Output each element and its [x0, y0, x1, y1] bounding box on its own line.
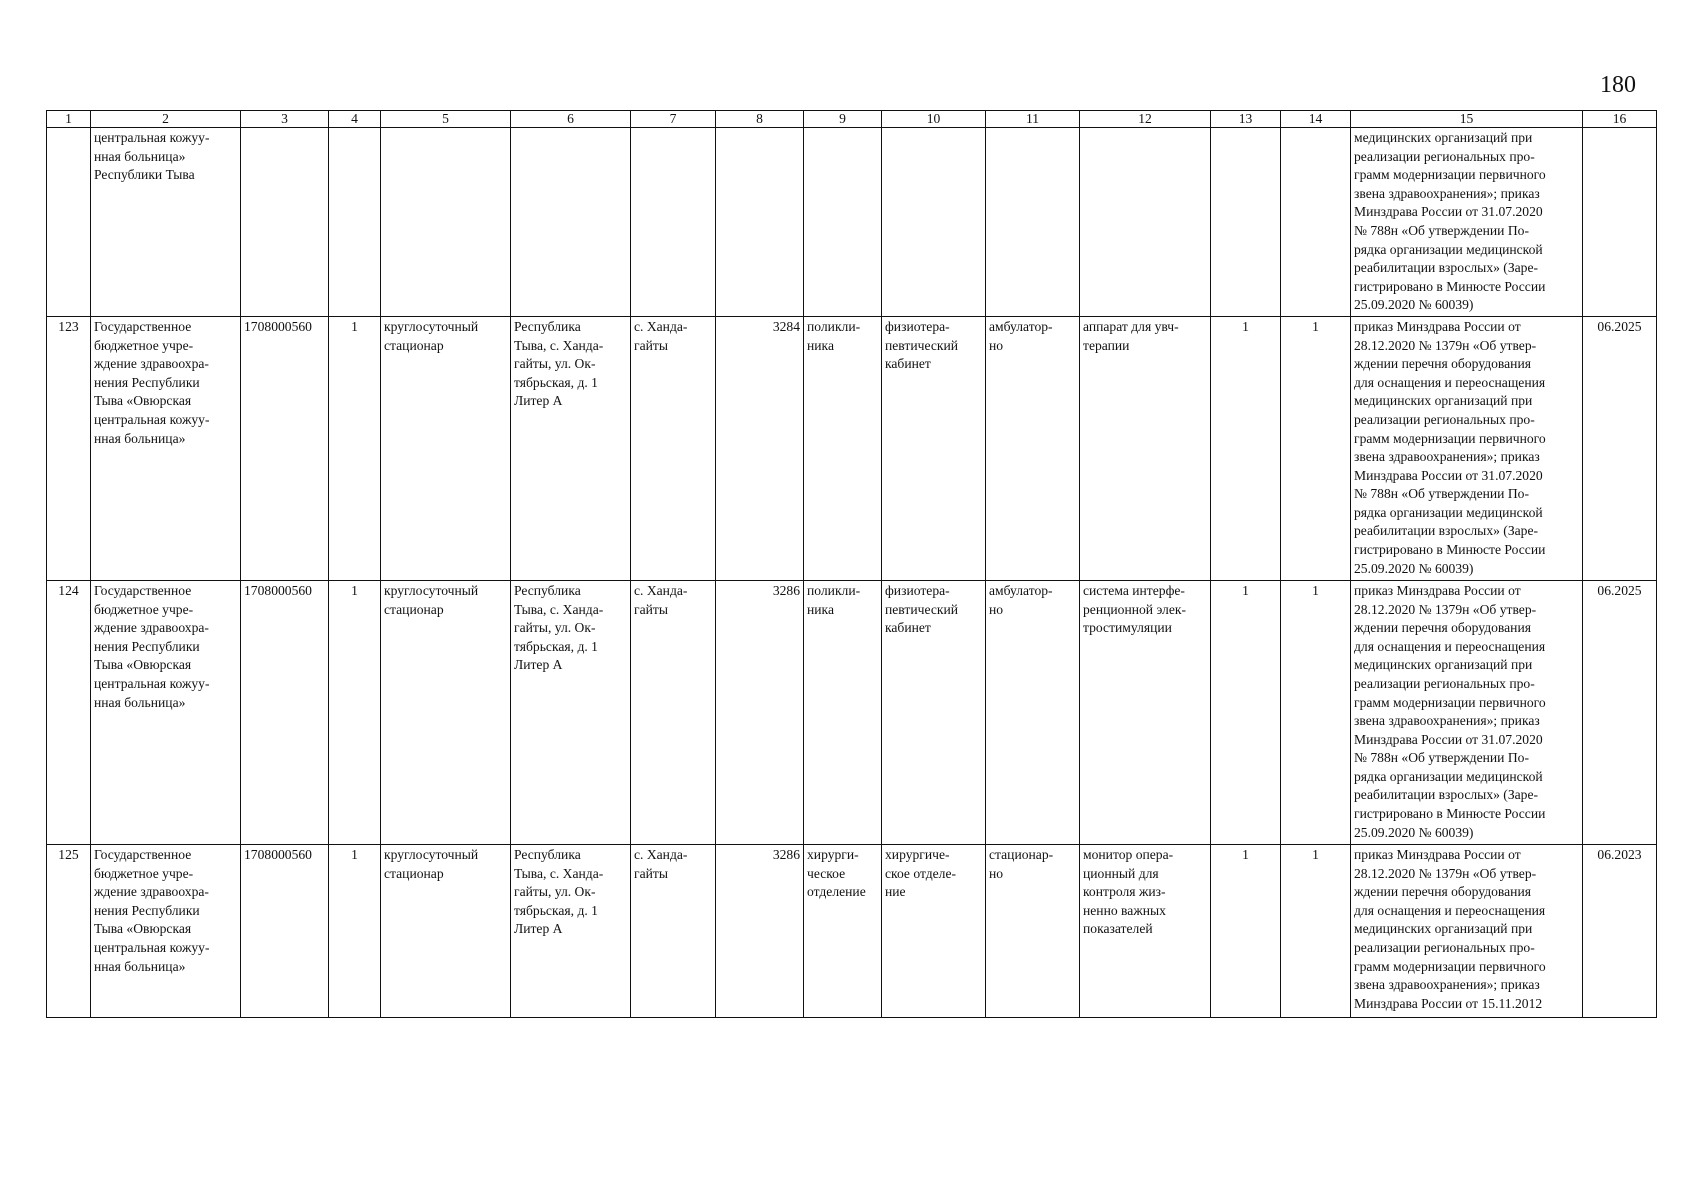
quantity-cell: 1 — [1281, 844, 1351, 1017]
column-header: 4 — [329, 111, 381, 128]
column-header: 7 — [631, 111, 716, 128]
inn-cell — [241, 128, 329, 317]
row-number-cell: 123 — [47, 316, 91, 580]
mode-cell — [986, 128, 1080, 317]
inn-cell: 1708000560 — [241, 580, 329, 844]
subdivision-cell: поликли- ника — [804, 316, 882, 580]
quantity-cell: 1 — [1211, 844, 1281, 1017]
legal-basis-cell: приказ Минздрава России от 28.12.2020 № 1379н «Об утвер- ждении перечня оборудования для оснащения и переоснащения медицинских организаций при реализации региональных про- грамм модернизации первичного звена здравоохранения»; приказ Минздрава России от 31.07.2020 № 788н «Об утверждении По- рядка организации медицинской реабилитации взрослых» (Заре- гистрировано в Минюсте России 25.09.2020 № 60039) — [1351, 580, 1583, 844]
quantity-cell — [1281, 128, 1351, 317]
continuation-row — [47, 128, 1657, 317]
inn-cell: 1708000560 — [241, 316, 329, 580]
address-cell: Республика Тыва, с. Ханда- гайты, ул. Ок- тябрьская, д. 1 Литер А — [511, 316, 631, 580]
column-4-cell: 1 — [329, 844, 381, 1017]
quantity-cell: 1 — [1281, 316, 1351, 580]
subdivision-cell: поликли- ника — [804, 580, 882, 844]
equipment-cell: система интерфе- ренционной элек- тростимуляции — [1080, 580, 1211, 844]
equipment-cell: монитор опера- ционный для контроля жиз- ненно важных показателей — [1080, 844, 1211, 1017]
settlement-cell: с. Ханда- гайты — [631, 580, 716, 844]
column-header: 8 — [716, 111, 804, 128]
column-header: 5 — [381, 111, 511, 128]
row-number-cell: 124 — [47, 580, 91, 844]
unit-cell — [882, 128, 986, 317]
column-4-cell: 1 — [329, 580, 381, 844]
mode-cell: стационар- но — [986, 844, 1080, 1017]
address-cell: Республика Тыва, с. Ханда- гайты, ул. Ок- тябрьская, д. 1 Литер А — [511, 844, 631, 1017]
code-cell: 3284 — [716, 316, 804, 580]
equipment-table — [46, 110, 1657, 1018]
care-type-cell: круглосуточный стационар — [381, 844, 511, 1017]
date-cell — [1583, 128, 1657, 317]
code-cell — [716, 128, 804, 317]
care-type-cell: круглосуточный стационар — [381, 316, 511, 580]
unit-cell: физиотера- певтический кабинет — [882, 316, 986, 580]
legal-basis-cell: приказ Минздрава России от 28.12.2020 № 1379н «Об утвер- ждении перечня оборудования для оснащения и переоснащения медицинских организаций при реализации региональных про- грамм модернизации первичного звена здравоохранения»; приказ Минздрава России от 31.07.2020 № 788н «Об утверждении По- рядка организации медицинской реабилитации взрослых» (Заре- гистрировано в Минюсте России 25.09.2020 № 60039) — [1351, 316, 1583, 580]
date-cell: 06.2025 — [1583, 316, 1657, 580]
column-header: 2 — [91, 111, 241, 128]
table-row — [47, 844, 1657, 1017]
table-row — [47, 580, 1657, 844]
column-header: 10 — [882, 111, 986, 128]
row-number-cell: 125 — [47, 844, 91, 1017]
equipment-cell — [1080, 128, 1211, 317]
column-header: 3 — [241, 111, 329, 128]
quantity-cell: 1 — [1281, 580, 1351, 844]
settlement-cell: с. Ханда- гайты — [631, 316, 716, 580]
address-cell: Республика Тыва, с. Ханда- гайты, ул. Ок- тябрьская, д. 1 Литер А — [511, 580, 631, 844]
column-header: 12 — [1080, 111, 1211, 128]
care-type-cell — [381, 128, 511, 317]
column-header: 1 — [47, 111, 91, 128]
column-4-cell — [329, 128, 381, 317]
date-cell: 06.2023 — [1583, 844, 1657, 1017]
quantity-cell — [1211, 128, 1281, 317]
quantity-cell: 1 — [1211, 316, 1281, 580]
settlement-cell — [631, 128, 716, 317]
column-header: 9 — [804, 111, 882, 128]
unit-cell: хирургиче- ское отделе- ние — [882, 844, 986, 1017]
date-cell: 06.2025 — [1583, 580, 1657, 844]
subdivision-cell — [804, 128, 882, 317]
inn-cell: 1708000560 — [241, 844, 329, 1017]
legal-basis-cell: приказ Минздрава России от 28.12.2020 № 1379н «Об утвер- ждении перечня оборудования для оснащения и переоснащения медицинских организаций при реализации региональных про- грамм модернизации первичного звена здравоохранения»; приказ Минздрава России от 15.11.2012 — [1351, 844, 1583, 1017]
column-4-cell: 1 — [329, 316, 381, 580]
care-type-cell: круглосуточный стационар — [381, 580, 511, 844]
row-number-cell — [47, 128, 91, 317]
code-cell: 3286 — [716, 580, 804, 844]
code-cell: 3286 — [716, 844, 804, 1017]
equipment-cell: аппарат для увч- терапии — [1080, 316, 1211, 580]
organization-cell: центральная кожуу- нная больница» Республики Тыва — [91, 128, 241, 317]
settlement-cell: с. Ханда- гайты — [631, 844, 716, 1017]
legal-basis-cell: медицинских организаций при реализации региональных про- грамм модернизации первичного звена здравоохранения»; приказ Минздрава России от 31.07.2020 № 788н «Об утверждении По- рядка организации медицинской реабилитации взрослых» (Заре- гистрировано в Минюсте России 25.09.2020 № 60039) — [1351, 128, 1583, 317]
organization-cell: Государственное бюджетное учре- ждение здравоохра- нения Республики Тыва «Овюрская центральная кожуу- нная больница» — [91, 316, 241, 580]
organization-cell: Государственное бюджетное учре- ждение здравоохра- нения Республики Тыва «Овюрская центральная кожуу- нная больница» — [91, 844, 241, 1017]
column-header: 15 — [1351, 111, 1583, 128]
organization-cell: Государственное бюджетное учре- ждение здравоохра- нения Республики Тыва «Овюрская центральная кожуу- нная больница» — [91, 580, 241, 844]
mode-cell: амбулатор- но — [986, 580, 1080, 844]
mode-cell: амбулатор- но — [986, 316, 1080, 580]
column-number-header-row — [47, 111, 1657, 128]
column-header: 6 — [511, 111, 631, 128]
table-row — [47, 316, 1657, 580]
page-number: 180 — [1600, 72, 1636, 98]
subdivision-cell: хирурги- ческое отделение — [804, 844, 882, 1017]
column-header: 16 — [1583, 111, 1657, 128]
quantity-cell: 1 — [1211, 580, 1281, 844]
unit-cell: физиотера- певтический кабинет — [882, 580, 986, 844]
address-cell — [511, 128, 631, 317]
column-header: 13 — [1211, 111, 1281, 128]
column-header: 11 — [986, 111, 1080, 128]
column-header: 14 — [1281, 111, 1351, 128]
